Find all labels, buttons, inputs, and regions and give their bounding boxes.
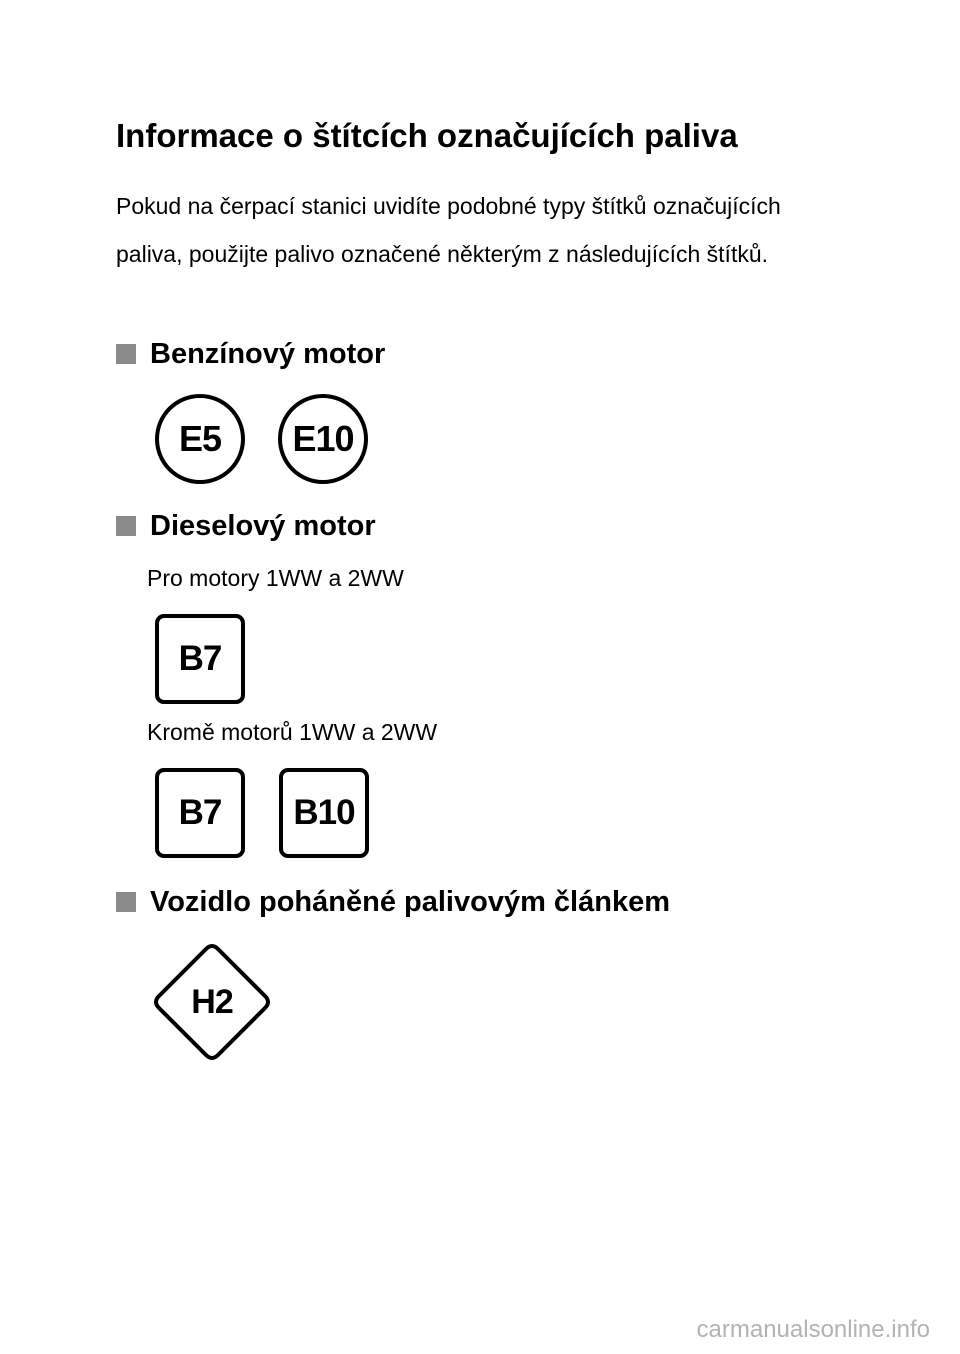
page-title: Informace o štítcích označujících paliva [116, 117, 738, 154]
section-heading-diesel [116, 506, 376, 546]
diesel-group-1-caption: Pro motory 1WW a 2WW [147, 565, 404, 591]
section-heading-fuel-cell [116, 882, 670, 922]
section-heading-diesel-text: Dieselový motor [150, 510, 376, 542]
fuel-label-h2 [152, 942, 272, 1062]
intro-paragraph: Pokud na čerpací stanici uvidíte podobné typy štítků označujících paliva, použijte palivo označené některým z následujících štítků. [116, 193, 781, 267]
fuel-label-b10: B10 [279, 768, 369, 858]
square-bullet-icon [116, 892, 136, 912]
fuel-label-b7: B7 [155, 768, 245, 858]
fuel-label-e10: E10 [278, 394, 368, 484]
fuel-label-e5: E5 [155, 394, 245, 484]
fuel-label-b7: B7 [155, 614, 245, 704]
diesel-group-2-caption: Kromě motorů 1WW a 2WW [147, 719, 438, 745]
watermark: carmanualsonline.info [696, 1316, 930, 1343]
section-heading-petrol [116, 334, 385, 374]
fuel-label-h2-text: H2 [191, 982, 233, 1021]
square-bullet-icon [116, 344, 136, 364]
section-heading-fuel-cell-text: Vozidlo poháněné palivovým článkem [150, 886, 670, 918]
section-heading-petrol-text: Benzínový motor [150, 338, 386, 370]
square-bullet-icon [116, 516, 136, 536]
